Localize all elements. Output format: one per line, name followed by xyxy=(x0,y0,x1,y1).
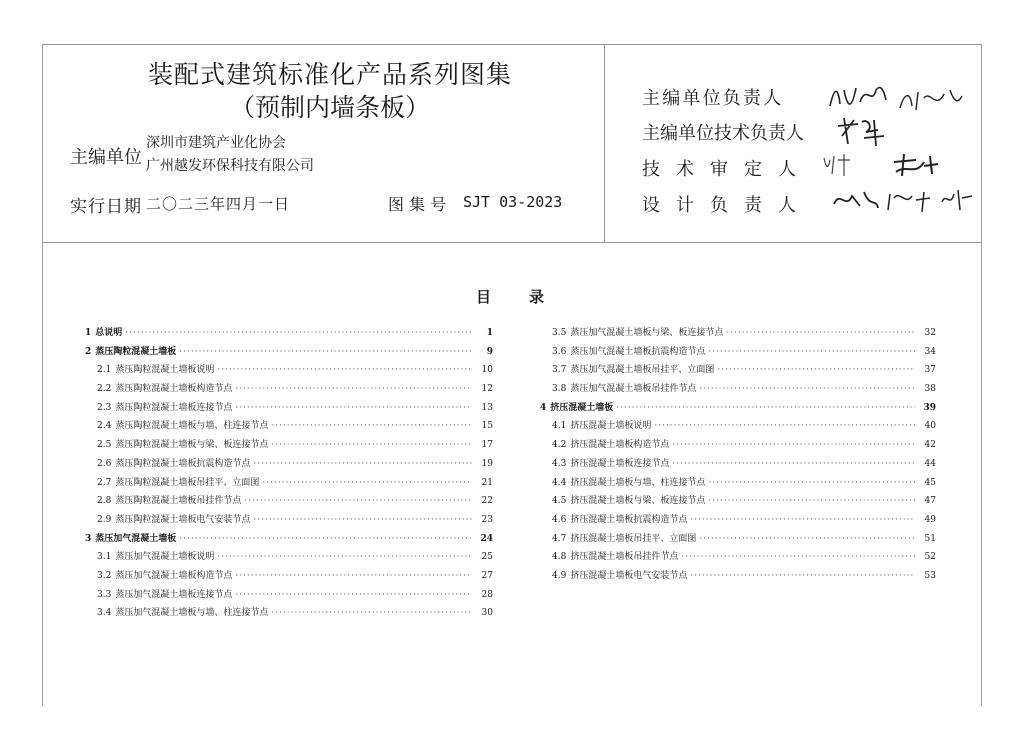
toc-entry-page: 22 xyxy=(481,496,493,507)
toc-entry-number: 4.6 xyxy=(552,514,567,525)
toc-entry-number: 3.6 xyxy=(552,346,567,357)
toc-entry-number: 4.8 xyxy=(552,552,567,563)
toc-entry-page: 15 xyxy=(481,421,493,432)
toc-entry-leader xyxy=(253,515,472,525)
toc-entry-number: 3.7 xyxy=(552,365,567,376)
atlas-number: SJT 03-2023 xyxy=(463,193,563,211)
toc-entry[interactable] xyxy=(540,493,936,512)
toc-entry-number: 4.5 xyxy=(552,496,567,507)
toc-entry-title: 蒸压加气混凝土墙板与墙、柱连接节点 xyxy=(115,608,269,619)
toc-entry-page: 49 xyxy=(924,514,936,525)
toc-entry[interactable] xyxy=(85,362,493,381)
toc-entry[interactable] xyxy=(85,549,493,568)
toc-entry-number: 2.7 xyxy=(97,477,112,488)
toc-right-column xyxy=(540,325,936,587)
toc-entry-page: 42 xyxy=(924,440,936,451)
toc-entry-number: 2 xyxy=(85,346,92,357)
toc-entry-title: 挤压混凝土墙板构造节点 xyxy=(570,440,670,451)
toc-entry-number: 4.2 xyxy=(552,440,567,451)
toc-entry-leader xyxy=(235,384,472,394)
toc-entry-title: 挤压混凝土墙板吊挂平、立面图 xyxy=(570,533,697,544)
toc-entry-title: 蒸压加气混凝土墙板与梁、板连接节点 xyxy=(570,328,724,338)
toc-entry-number: 2.6 xyxy=(97,458,112,469)
toc-entry-title: 挤压混凝土墙板抗震构造节点 xyxy=(570,514,688,525)
toc-entry-title: 蒸压加气混凝土墙板抗震构造节点 xyxy=(570,346,706,357)
toc-entry-page: 52 xyxy=(924,552,936,563)
toc-entry-leader xyxy=(217,552,472,562)
toc-entry-title: 蒸压加气混凝土墙板构造节点 xyxy=(115,570,233,581)
toc-entry-title: 蒸压陶粒混凝土墙板与墙、柱连接节点 xyxy=(115,421,269,432)
toc-entry[interactable] xyxy=(85,475,493,494)
toc-entry-leader xyxy=(690,571,915,581)
frame-right-line xyxy=(981,44,982,706)
toc-entry-page: 51 xyxy=(924,533,936,544)
toc-entry-page: 53 xyxy=(924,570,936,581)
toc-entry-number: 4.1 xyxy=(552,421,567,432)
toc-entry-number: 4.9 xyxy=(552,570,567,581)
frame-top-line xyxy=(42,44,982,45)
toc-entry-number: 3.1 xyxy=(97,552,112,563)
role-technical-reviewer: 技术审定人 xyxy=(642,159,812,180)
toc-entry-leader xyxy=(690,515,915,525)
signature-design-head xyxy=(830,184,975,216)
toc-entry-title: 蒸压陶粒混凝土墙板抗震构造节点 xyxy=(115,458,251,469)
frame-header-divider xyxy=(42,242,982,243)
toc-entry-number: 3.8 xyxy=(552,384,567,395)
toc-entry-title: 挤压混凝土墙板吊挂件节点 xyxy=(570,552,679,563)
toc-entry-number: 4.7 xyxy=(552,533,567,544)
toc-entry-leader xyxy=(672,440,915,450)
toc-entry-title: 蒸压陶粒混凝土墙板 xyxy=(95,346,177,357)
toc-entry-title: 蒸压陶粒混凝土墙板说明 xyxy=(115,365,215,376)
toc-entry-leader xyxy=(726,328,915,338)
toc-entry-title: 蒸压加气混凝土墙板吊挂件节点 xyxy=(570,384,697,395)
toc-entry[interactable] xyxy=(85,400,493,419)
toc-entry-title: 蒸压加气混凝土墙板吊挂平、立面图 xyxy=(570,365,715,376)
toc-entry[interactable] xyxy=(85,531,493,550)
role-chief-editor-unit-head: 主编单位负责人 xyxy=(642,88,784,109)
toc-entry-page: 28 xyxy=(481,589,493,600)
toc-entry[interactable] xyxy=(85,568,493,587)
toc-entry-number: 2.9 xyxy=(97,514,112,525)
toc-entry-title: 挤压混凝土墙板 xyxy=(550,402,614,413)
frame-header-column-divider xyxy=(604,44,605,242)
implementation-date: 二〇二三年四月一日 xyxy=(146,195,291,213)
toc-entry-leader xyxy=(616,403,915,413)
toc-entry[interactable] xyxy=(85,418,493,437)
toc-entry-number: 3 xyxy=(85,533,92,544)
toc-entry[interactable] xyxy=(85,381,493,400)
atlas-subtitle: （预制内墙条板） xyxy=(229,93,430,122)
toc-entry[interactable] xyxy=(85,493,493,512)
toc-entry-leader xyxy=(717,365,915,375)
editor-unit-label: 主编单位 xyxy=(70,147,142,168)
toc-entry-leader xyxy=(262,478,472,488)
toc-entry[interactable] xyxy=(540,400,936,419)
toc-entry-title: 蒸压陶粒混凝土墙板电气安装节点 xyxy=(115,514,251,525)
editor-unit-1: 深圳市建筑产业化协会 xyxy=(146,135,286,151)
toc-entry[interactable] xyxy=(540,362,936,381)
toc-entry-leader xyxy=(708,347,915,357)
toc-entry[interactable] xyxy=(540,531,936,550)
toc-entry-page: 40 xyxy=(924,421,936,432)
atlas-number-label: 图 集 号 xyxy=(388,195,447,214)
toc-entry-page: 37 xyxy=(924,365,936,376)
toc-entry-number: 4.4 xyxy=(552,477,567,488)
toc-entry-leader xyxy=(235,403,472,413)
role-chief-editor-tech-head: 主编单位技术负责人 xyxy=(642,123,804,144)
toc-entry-leader xyxy=(179,534,472,544)
toc-entry-title: 挤压混凝土墙板电气安装节点 xyxy=(570,570,688,581)
toc-entry[interactable] xyxy=(540,344,936,363)
toc-entry-title: 蒸压加气混凝土墙板 xyxy=(95,533,177,544)
toc-entry-leader xyxy=(271,440,472,450)
toc-left-column xyxy=(85,325,493,624)
toc-entry-page: 1 xyxy=(486,328,493,338)
toc-entry-page: 24 xyxy=(480,533,493,544)
toc-entry-title: 蒸压加气混凝土墙板说明 xyxy=(115,552,215,563)
toc-entry-leader xyxy=(708,478,915,488)
toc-entry[interactable] xyxy=(540,475,936,494)
toc-entry-page: 12 xyxy=(481,384,493,395)
toc-entry-page: 45 xyxy=(924,477,936,488)
toc-entry-leader xyxy=(654,421,915,431)
toc-entry-leader xyxy=(235,571,472,581)
signature-tech-head xyxy=(834,114,894,148)
toc-entry-title: 蒸压陶粒混凝土墙板吊挂平、立面图 xyxy=(115,477,260,488)
toc-entry-leader xyxy=(271,421,472,431)
toc-entry-number: 2.3 xyxy=(97,402,112,413)
toc-entry-number: 3.3 xyxy=(97,589,112,600)
toc-entry[interactable] xyxy=(540,325,936,344)
toc-entry-title: 蒸压陶粒混凝土墙板连接节点 xyxy=(115,402,233,413)
toc-entry[interactable] xyxy=(85,437,493,456)
toc-entry-page: 25 xyxy=(481,552,493,563)
toc-entry-title: 总说明 xyxy=(95,328,123,338)
toc-entry-page: 13 xyxy=(481,402,493,413)
toc-entry-number: 3.2 xyxy=(97,570,112,581)
toc-entry-page: 10 xyxy=(481,365,493,376)
toc-title: 目录 xyxy=(476,288,583,306)
toc-entry-number: 1 xyxy=(85,328,92,338)
toc-entry-page: 47 xyxy=(924,496,936,507)
toc-entry-page: 9 xyxy=(486,346,493,357)
toc-entry-leader xyxy=(253,459,472,469)
toc-entry-leader xyxy=(699,534,915,544)
toc-entry[interactable] xyxy=(540,418,936,437)
signature-reviewer xyxy=(820,150,950,180)
toc-entry-number: 4.3 xyxy=(552,458,567,469)
toc-entry-leader xyxy=(179,347,472,357)
toc-entry[interactable] xyxy=(540,437,936,456)
signature-unit-head xyxy=(826,80,966,116)
toc-entry[interactable] xyxy=(540,512,936,531)
toc-entry-leader xyxy=(681,552,915,562)
implementation-date-label: 实行日期 xyxy=(70,197,142,217)
toc-entry[interactable] xyxy=(540,381,936,400)
toc-entry-title: 挤压混凝土墙板说明 xyxy=(570,421,652,432)
toc-entry-leader xyxy=(217,365,472,375)
toc-entry-leader xyxy=(235,590,472,600)
toc-entry-number: 2.4 xyxy=(97,421,112,432)
toc-entry-page: 38 xyxy=(924,384,936,395)
toc-entry[interactable] xyxy=(85,325,493,344)
toc-entry-title: 蒸压陶粒混凝土墙板与梁、板连接节点 xyxy=(115,440,269,451)
toc-entry-number: 3.5 xyxy=(552,328,567,338)
toc-entry-title: 挤压混凝土墙板与梁、板连接节点 xyxy=(570,496,706,507)
toc-entry-leader xyxy=(271,608,472,618)
toc-entry-page: 34 xyxy=(924,346,936,357)
toc-entry-title: 蒸压陶粒混凝土墙板构造节点 xyxy=(115,384,233,395)
toc-entry[interactable] xyxy=(85,587,493,606)
toc-entry-leader xyxy=(244,496,472,506)
toc-entry-title: 挤压混凝土墙板与墙、柱连接节点 xyxy=(570,477,706,488)
role-design-head: 设计负责人 xyxy=(642,195,812,216)
toc-entry-title: 蒸压加气混凝土墙板连接节点 xyxy=(115,589,233,600)
toc-entry-page: 32 xyxy=(924,328,936,338)
toc-entry-page: 27 xyxy=(481,570,493,581)
toc-entry-leader xyxy=(708,496,915,506)
toc-entry-page: 44 xyxy=(924,458,936,469)
toc-entry[interactable] xyxy=(85,512,493,531)
toc-entry-title: 蒸压陶粒混凝土墙板吊挂件节点 xyxy=(115,496,242,507)
toc-entry[interactable] xyxy=(540,549,936,568)
toc-entry-page: 17 xyxy=(481,440,493,451)
toc-entry-number: 2.2 xyxy=(97,384,112,395)
toc-entry-number: 2.8 xyxy=(97,496,112,507)
frame-left-line xyxy=(42,44,43,706)
toc-entry-page: 23 xyxy=(481,514,493,525)
toc-entry-leader xyxy=(672,459,915,469)
toc-entry[interactable] xyxy=(540,568,936,587)
toc-entry-number: 3.4 xyxy=(97,608,112,619)
toc-entry-leader xyxy=(699,384,915,394)
toc-entry-number: 2.5 xyxy=(97,440,112,451)
toc-entry[interactable] xyxy=(540,456,936,475)
toc-entry-page: 39 xyxy=(923,402,936,413)
toc-entry[interactable] xyxy=(85,605,493,624)
toc-entry-number: 2.1 xyxy=(97,365,112,376)
toc-entry-page: 19 xyxy=(481,458,493,469)
editor-unit-2: 广州越发环保科技有限公司 xyxy=(146,158,314,174)
toc-entry-page: 21 xyxy=(481,477,493,488)
toc-entry-number: 4 xyxy=(540,402,547,413)
toc-entry-title: 挤压混凝土墙板连接节点 xyxy=(570,458,670,469)
toc-entry-page: 30 xyxy=(481,608,493,619)
toc-entry[interactable] xyxy=(85,344,493,363)
toc-entry[interactable] xyxy=(85,456,493,475)
toc-entry-leader xyxy=(125,328,472,338)
atlas-title: 装配式建筑标准化产品系列图集 xyxy=(147,60,512,89)
